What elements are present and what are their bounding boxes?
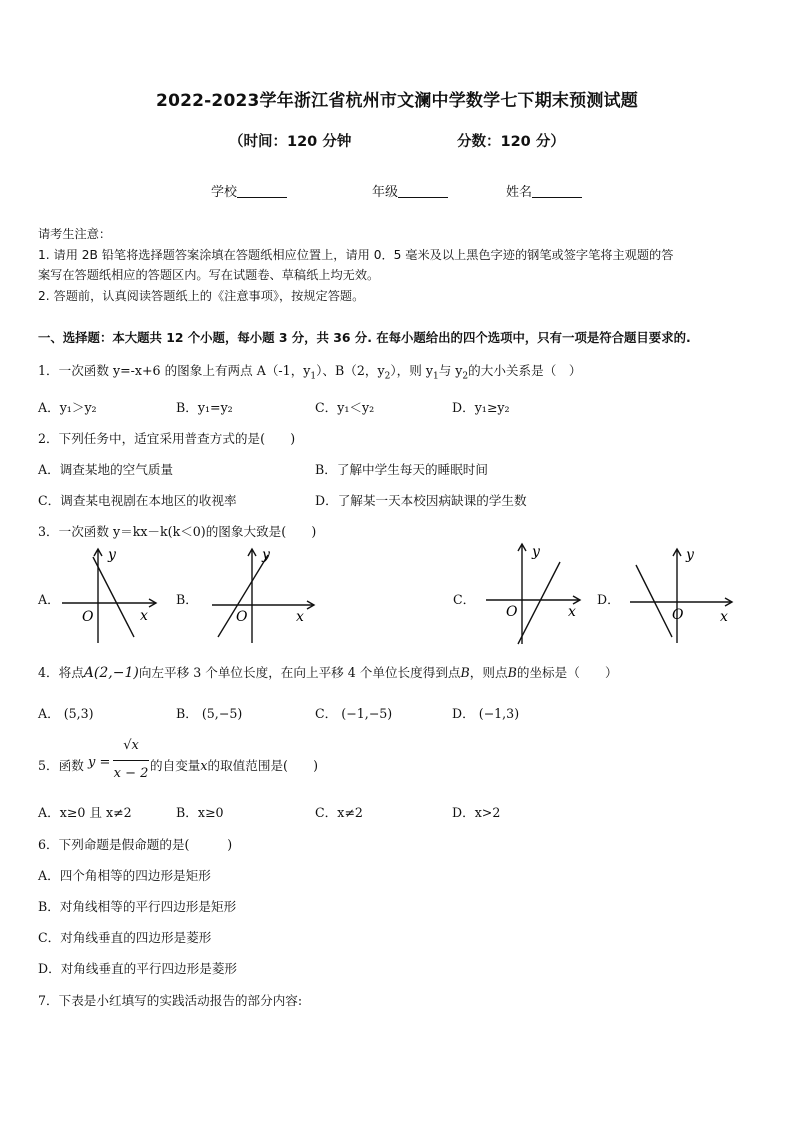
- q1-option-b[interactable]: B．y₁=y₂: [176, 400, 233, 415]
- q3-option-b[interactable]: B．: [176, 592, 198, 607]
- exam-time: （时间：120 分钟: [229, 134, 352, 150]
- name-blank[interactable]: [532, 184, 582, 198]
- q4-stem: 4．将点A(2,−1)向左平移 3 个单位长度，在向上平移 4 个单位长度得到点B，则点B的坐标是（ ）: [38, 665, 618, 681]
- q3-option-a[interactable]: A．: [38, 592, 60, 607]
- q4-option-b[interactable]: B． (5,−5): [176, 706, 243, 721]
- q6-option-c[interactable]: C．对角线垂直的四边形是菱形: [38, 930, 212, 945]
- q3a-origin: O: [82, 609, 94, 625]
- section-heading: 一、选择题：本大题共 12 个小题，每小题 3 分，共 36 分. 在每小题给出的四个选项中，只有一项是符合题目要求的.: [38, 330, 691, 345]
- name-field[interactable]: [506, 181, 582, 200]
- q2-option-b[interactable]: B．了解中学生每天的睡眠时间: [315, 462, 488, 477]
- notice-item1-line1: 1. 请用 2B 铅笔将选择题答案涂填在答题纸相应位置上，请用 0．5 毫米及以上黑色字迹的钢笔或签字笔将主观题的答: [38, 248, 674, 262]
- q3-graph-d: [628, 545, 738, 645]
- q5-fraction-bar: [113, 760, 149, 761]
- q1-option-a[interactable]: A．y₁＞y₂: [38, 400, 97, 415]
- q4-option-d[interactable]: D． (−1,3): [452, 706, 520, 721]
- q6-option-a[interactable]: A．四个角相等的四边形是矩形: [38, 868, 211, 883]
- q2-option-c[interactable]: C．调查某电视剧在本地区的收视率: [38, 493, 237, 508]
- q3a-y-label: y: [108, 547, 116, 563]
- page-title: 2022-2023学年浙江省杭州市文澜中学数学七下期末预测试题: [156, 91, 638, 111]
- q6-stem: 6．下列命题是假命题的是( ): [38, 837, 233, 852]
- q3-option-d[interactable]: D．: [597, 592, 620, 607]
- q3b-x-label: x: [296, 609, 304, 625]
- school-blank[interactable]: [237, 184, 287, 198]
- q5-option-d[interactable]: D．x>2: [452, 805, 501, 820]
- q3-stem: 3．一次函数 y＝kx－k(k＜0)的图象大致是( ): [38, 524, 317, 539]
- q3-graph-b: [210, 545, 320, 645]
- notice-item1-line2: 案写在答题纸相应的答题区内。写在试题卷、草稿纸上均无效。: [38, 268, 380, 282]
- q5-stem-a: 5．函数: [38, 758, 84, 773]
- grade-field[interactable]: [372, 181, 448, 200]
- q5-numerator: √x: [123, 738, 139, 753]
- q4-option-a[interactable]: A． (5,3): [38, 706, 94, 721]
- q3a-x-label: x: [140, 608, 148, 624]
- q5-option-c[interactable]: C．x≠2: [315, 805, 363, 820]
- q7-stem: 7．下表是小红填写的实践活动报告的部分内容:: [38, 993, 303, 1008]
- q3d-origin: O: [672, 607, 684, 623]
- q5-option-b[interactable]: B．x≥0: [176, 805, 224, 820]
- q2-option-d[interactable]: D．了解某一天本校因病缺课的学生数: [315, 493, 527, 508]
- q6-option-b[interactable]: B．对角线相等的平行四边形是矩形: [38, 899, 237, 914]
- school-label: 学校: [211, 185, 238, 200]
- q2-option-a[interactable]: A．调查某地的空气质量: [38, 462, 174, 477]
- q3c-origin: O: [506, 604, 518, 620]
- q4-option-c[interactable]: C． (−1,−5): [315, 706, 393, 721]
- q3-option-c[interactable]: C．: [453, 592, 476, 607]
- q3d-x-label: x: [720, 609, 728, 625]
- q5-y-eq: y =: [88, 755, 111, 770]
- q3b-y-label: y: [262, 547, 270, 563]
- q2-stem: 2．下列任务中，适宜采用普查方式的是( ): [38, 431, 296, 446]
- q3c-y-label: y: [532, 544, 540, 560]
- q1-option-d[interactable]: D．y₁≥y₂: [452, 400, 510, 415]
- q3b-origin: O: [236, 609, 248, 625]
- q3-graph-a: [60, 545, 160, 645]
- q3-graph-c: [484, 540, 584, 648]
- q1-option-c[interactable]: C．y₁＜y₂: [315, 400, 375, 415]
- notice-item2: 2. 答题前，认真阅读答题纸上的《注意事项》，按规定答题。: [38, 289, 365, 303]
- name-label: 姓名: [506, 185, 533, 200]
- notice-heading: 请考生注意：: [38, 227, 112, 241]
- exam-score: 分数：120 分）: [457, 134, 565, 150]
- q5-stem-b: 的自变量x的取值范围是( ): [150, 758, 319, 773]
- grade-blank[interactable]: [398, 184, 448, 198]
- q6-option-d[interactable]: D．对角线垂直的平行四边形是菱形: [38, 961, 238, 976]
- q3d-y-label: y: [686, 547, 694, 563]
- q5-denominator: x − 2: [113, 766, 149, 781]
- q5-option-a[interactable]: A．x≥0 且 x≠2: [38, 805, 132, 820]
- q1-stem: 1．一次函数 y=-x+6 的图象上有两点 A（-1，$y_1$）、B（2，$y_2$），则 $y_1$与 $y_2$的大小关系是（ ）: [38, 363, 582, 382]
- grade-label: 年级: [372, 185, 399, 200]
- school-field[interactable]: [211, 181, 287, 200]
- q3c-x-label: x: [568, 604, 576, 620]
